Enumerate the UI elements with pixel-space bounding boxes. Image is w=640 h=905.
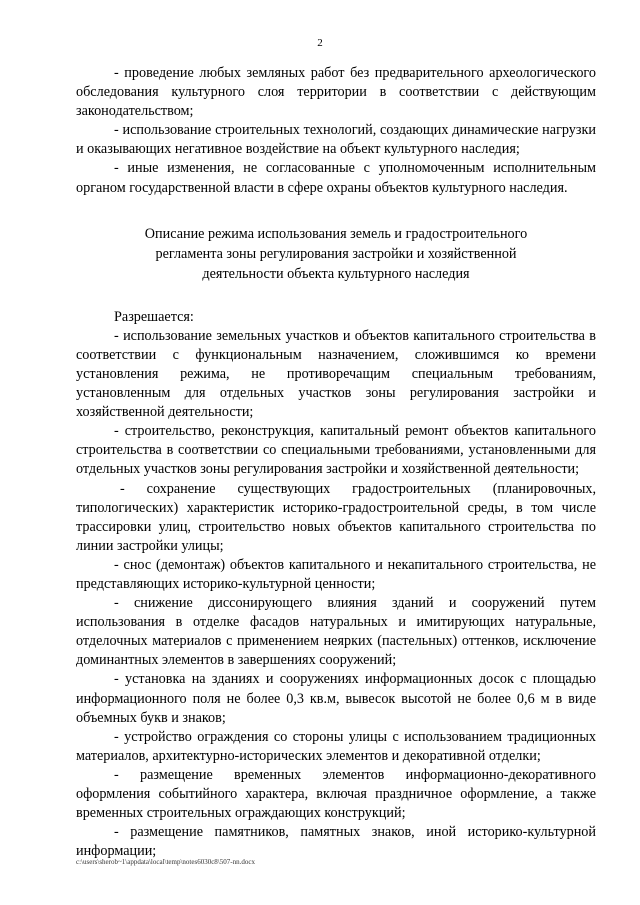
prohibition-item: - проведение любых земляных работ без предварительного археологического обследования культурного слоя территории в соответствии с действующим законодательством; (76, 65, 596, 120)
section-heading-line: Описание режима использования земель и градостроительного (144, 225, 528, 242)
document-body (76, 64, 596, 861)
allowed-item: - строительство, реконструкция, капитальный ремонт объектов капитального строительства в соответствии со специальными требованиями, установленными для отдельных участков зоны регулирования застройки и хозяйственной деятельности; (76, 423, 596, 478)
allowed-item: - устройство ограждения со стороны улицы с использованием традиционных материалов, архитектурно-исторических элементов и декоративной отделки; (76, 728, 596, 764)
section-heading-line: деятельности объекта культурного наследия (202, 265, 470, 282)
prohibition-item: - иные изменения, не согласованные с уполномоченным исполнительным органом государственной власти в сфере охраны объектов культурного наследия. (76, 160, 596, 196)
allowed-item: - использование земельных участков и объектов капитального строительства в соответствии с функциональным назначением, сложившимся ко времени установления режима, не противоречащим специальным требованиям, установленным для отдельных участков зоны регулирования застройки и хозяйственной деятельности; (76, 327, 596, 421)
footer-file-path: c:\users\sherob~1\appdata\local\temp\notes6030c8\507-nn.docx (76, 858, 255, 866)
allowed-item: - установка на зданиях и сооружениях информационных досок с площадью информационного поля не более 0,3 кв.м, вывесок высотой не более 0,6 м в виде объемных букв и знаков; (76, 671, 596, 726)
allowed-item: - сохранение существующих градостроительных (планировочных, типологических) характеристик историко-градостроительной среды, в том числе трассировки улиц, строительство новых объектов капитального строительства по линии застройки улицы; (76, 480, 596, 554)
allowed-item: - снос (демонтаж) объектов капитального и некапитального строительства, не представляющих историко-культурной ценности; (76, 556, 596, 592)
allowed-item: - размещение памятников, памятных знаков, иной историко-культурной информации; (76, 824, 596, 860)
allowed-item: - снижение диссонирующего влияния зданий и сооружений путем использования в отделке фасадов натуральных и имитирующих натуральные, отделочных материалов с применением неярких (пастельных) оттенков, исключение доминантных элементов в завершениях сооружений; (76, 595, 596, 669)
allowed-label: Разрешается: (114, 308, 194, 325)
page-number: 2 (317, 37, 323, 49)
section-heading (76, 224, 596, 284)
section-heading-line: регламента зоны регулирования застройки и хозяйственной (155, 245, 517, 262)
allowed-item: - размещение временных элементов информационно-декоративного оформления событийного характера, включая праздничное оформление, а также временных строительных ограждающих конструкций; (76, 766, 596, 822)
prohibition-item: - использование строительных технологий, создающих динамические нагрузки и оказывающих негативное воздействие на объект культурного наследия; (76, 122, 596, 158)
